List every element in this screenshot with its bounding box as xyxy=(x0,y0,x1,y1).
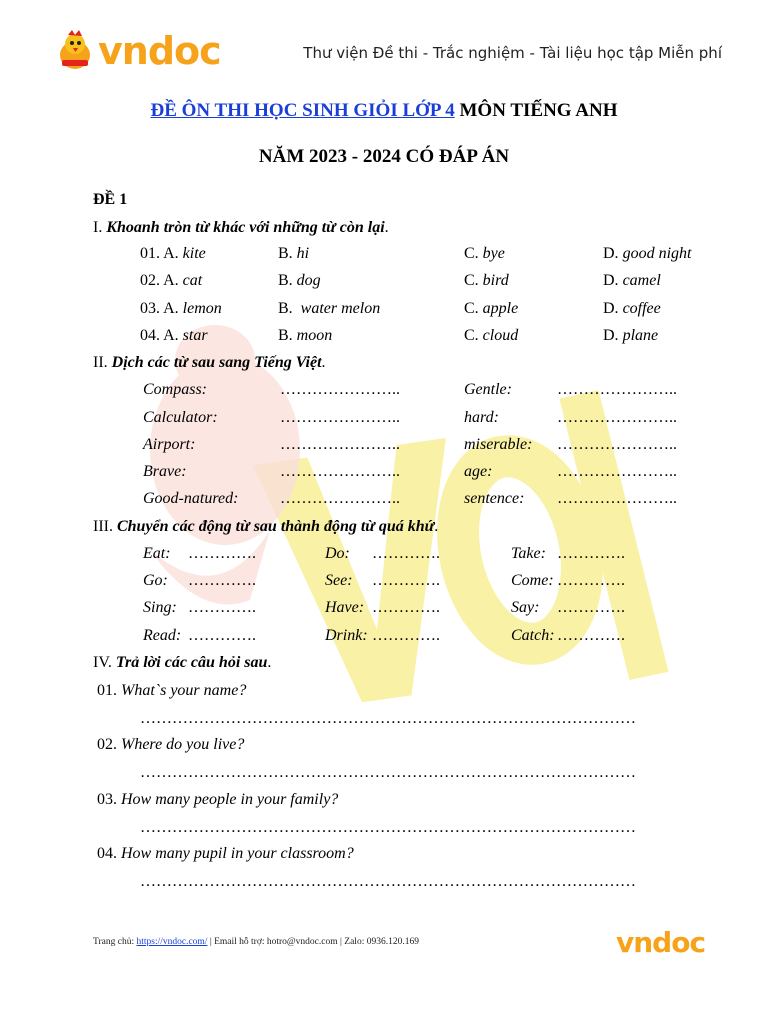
verb-word: Go: xyxy=(143,572,168,589)
vocab-blank: ………………….. xyxy=(280,436,400,453)
footer-home-link[interactable]: https://vndoc.com/ xyxy=(136,937,208,947)
row-3-option-d: D. coffee xyxy=(603,300,661,317)
verb-blank: …………. xyxy=(188,572,256,589)
verb-blank: …………. xyxy=(557,599,625,616)
verb-word: See: xyxy=(325,572,353,589)
verb-blank: …………. xyxy=(557,572,625,589)
question: 04. How many pupil in your classroom? xyxy=(97,845,354,862)
vocab-blank: ………………….. xyxy=(557,490,677,507)
row-1-option-c: C. bye xyxy=(464,245,505,262)
vocab-blank: ………………….. xyxy=(280,463,400,480)
verb-word: Say: xyxy=(511,599,540,616)
verb-word: Read: xyxy=(143,627,182,644)
row-4-option-c: C. cloud xyxy=(464,327,519,344)
verb-blank: …………. xyxy=(372,599,440,616)
page-header xyxy=(54,30,734,80)
vocab-blank: ………………….. xyxy=(280,381,400,398)
title-link[interactable]: ĐỀ ÔN THI HỌC SINH GIỎI LỚP 4 xyxy=(150,100,455,121)
row-2-option-d: D. camel xyxy=(603,272,661,289)
vocab-blank: ………………….. xyxy=(557,409,677,426)
verb-word: Drink: xyxy=(325,627,368,644)
verb-blank: …………. xyxy=(188,627,256,644)
answer-line: ………………………………………………………………………………… xyxy=(140,873,636,890)
vocab-word: Calculator: xyxy=(143,409,218,426)
vocab-word: sentence: xyxy=(464,490,525,507)
vocab-blank: ………………….. xyxy=(280,409,400,426)
verb-blank: …………. xyxy=(372,572,440,589)
verb-blank: …………. xyxy=(372,627,440,644)
question: 03. How many people in your family? xyxy=(97,791,339,808)
answer-line: ………………………………………………………………………………… xyxy=(140,710,636,727)
verb-word: Eat: xyxy=(143,545,171,562)
verb-blank: …………. xyxy=(188,545,256,562)
question: 02. Where do you live? xyxy=(97,736,245,753)
header-tagline: Thư viện Đề thi - Trắc nghiệm - Tài liệu học tập Miễn phí xyxy=(303,44,722,62)
vocab-blank: ………………….. xyxy=(557,381,677,398)
footer-logo[interactable]: vndoc xyxy=(616,926,706,959)
row-2-option-c: C. bird xyxy=(464,272,509,289)
verb-word: Do: xyxy=(325,545,350,562)
verb-blank: …………. xyxy=(557,545,625,562)
verb-word: Sing: xyxy=(143,599,177,616)
row-4-option-a: 04. A. star xyxy=(140,327,208,344)
vndoc-logo[interactable] xyxy=(54,30,221,72)
vocab-blank: ………………….. xyxy=(557,463,677,480)
vocab-word: age: xyxy=(464,463,493,480)
document-subtitle: NĂM 2023 - 2024 CÓ ĐÁP ÁN xyxy=(258,146,510,167)
row-3-option-a: 03. A. lemon xyxy=(140,300,222,317)
chick-mascot-icon xyxy=(54,30,96,72)
verb-blank: …………. xyxy=(188,599,256,616)
row-1-option-d: D. good night xyxy=(603,245,692,262)
vocab-word: Brave: xyxy=(143,463,187,480)
title-rest: MÔN TIẾNG ANH xyxy=(454,100,618,121)
vocab-word: Compass: xyxy=(143,381,208,398)
section-1-heading: I. Khoanh tròn từ khác với những từ còn lại. xyxy=(93,219,389,236)
verb-word: Come: xyxy=(511,572,554,589)
row-2-option-a: 02. A. cat xyxy=(140,272,203,289)
vocab-word: hard: xyxy=(464,409,499,426)
exam-label: ĐỀ 1 xyxy=(93,191,128,208)
row-4-option-d: D. plane xyxy=(603,327,659,344)
vocab-word: Airport: xyxy=(143,436,196,453)
answer-line: ………………………………………………………………………………… xyxy=(140,819,636,836)
vocab-blank: ………………….. xyxy=(557,436,677,453)
section-2-heading: II. Dịch các từ sau sang Tiếng Việt. xyxy=(93,354,326,371)
verb-word: Take: xyxy=(511,545,546,562)
vocab-word: Good-natured: xyxy=(143,490,239,507)
page-footer: Trang chủ: https://vndoc.com/ | Email hỗ trợ: hotro@vndoc.com | Zalo: 0936.120.169 xyxy=(93,937,419,947)
row-1-option-a: 01. A. kite xyxy=(140,245,206,262)
question: 01. What`s your name? xyxy=(97,682,247,699)
row-4-option-b: B. moon xyxy=(278,327,333,344)
answer-line: ………………………………………………………………………………… xyxy=(140,764,636,781)
vocab-blank: ………………….. xyxy=(280,490,400,507)
section-4-heading: IV. Trả lời các câu hỏi sau. xyxy=(93,654,272,671)
verb-word: Catch: xyxy=(511,627,555,644)
document-title xyxy=(0,100,768,122)
verb-blank: …………. xyxy=(372,545,440,562)
verb-blank: …………. xyxy=(557,627,625,644)
vocab-word: Gentle: xyxy=(464,381,512,398)
row-1-option-b: B. hi xyxy=(278,245,310,262)
section-3-heading: III. Chuyển các động từ sau thành động từ quá khứ. xyxy=(93,518,439,535)
vocab-word: miserable: xyxy=(464,436,533,453)
verb-word: Have: xyxy=(325,599,365,616)
logo-text: vndoc xyxy=(98,29,221,73)
row-3-option-b: B. water melon xyxy=(278,300,381,317)
row-2-option-b: B. dog xyxy=(278,272,321,289)
row-3-option-c: C. apple xyxy=(464,300,519,317)
